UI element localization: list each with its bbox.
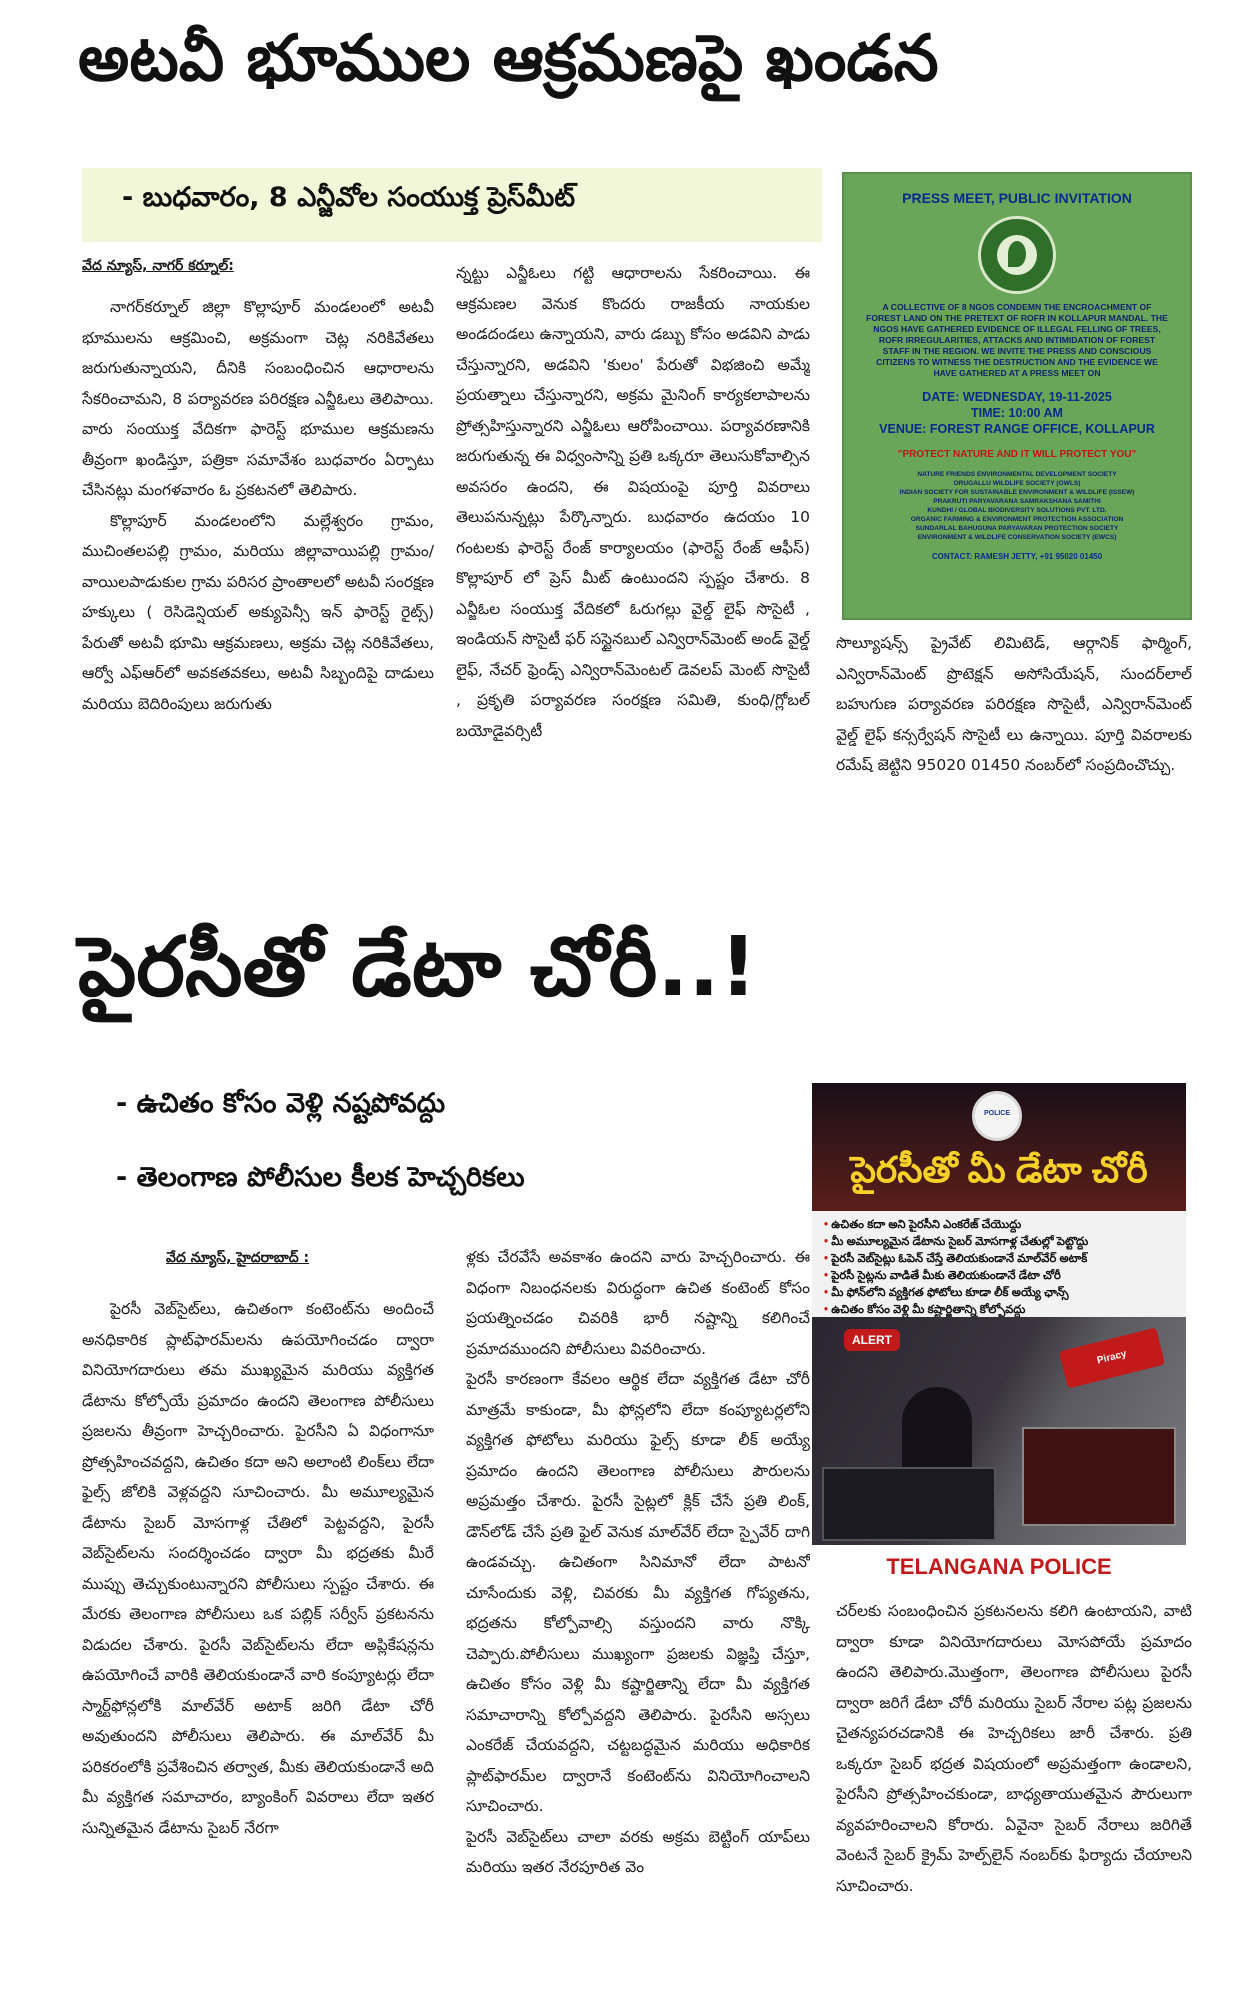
press-meet-poster [842,172,1192,620]
poster1-org: ORGANIC FARMING & ENVIRONMENT PROTECTION ASSOCIATION [910,516,1124,523]
monitor-icon [1022,1427,1176,1526]
poster1-slogan: "PROTECT NATURE AND IT WILL PROTECT YOU" [897,449,1137,460]
story2-subheading-2: - తెలంగాణ పోలీసుల కీలక హెచ్చరికలు [116,1162,525,1193]
story1-col3-para-1: సొల్యూషన్స్ ప్రైవేట్ లిమిటెడ్, ఆర్గానిక్ ఫార్మింగ్, ఎన్విరాన్‌మెంట్ ప్రొటెక్షన్ అసోసియేషన్, సుందర్‌లాల్ బహుగుణ పర్యావరణ పరిరక్షణ సొసైటీ, ఎన్విరాన్‌మెంట్ వైల్డ్ లైఫ్ కన్సర్వేషన్ సొసైటీ లు ఉన్నాయి. పూర్తి వివరాలకు రమేష్ జెట్టిని 95020 01450 నంబర్‌లో సంప్రదించొచ్చు. [836,634,1192,774]
story2-byline: వేద న్యూస్, హైదరాబాద్ : [166,1250,310,1266]
alert-badge: ALERT [844,1329,900,1351]
piracy-key-icon: Piracy [1059,1327,1165,1388]
story2-col3-para-1: చర్‌లకు సంబంధించిన ప్రకటనలను కలిగి ఉంటాయని, వాటి ద్వారా కూడా వినియోగదారులు మోసపోయే ప్రమాదం ఉందని తెలిపారు.మొత్తంగా, తెలంగాణ పోలీసులు పైరసీ ద్వారా జరిగే డేటా చోరీ మరియు సైబర్ నేరాల పట్ల ప్రజలను చైతన్యపరచడానికి ఈ హెచ్చరికలు జారీ చేశారు. ప్రతి ఒక్కరూ సైబర్ భద్రత విషయంలో అప్రమత్తంగా ఉండాలని, పైరసీని ప్రోత్సహించకుండా, బాధ్యతాయుతమైన పౌరులుగా వ్యవహరించాలని కోరారు. ఏవైనా సైబర్ నేరాలు జరిగితే వెంటనే సైబర్ క్రైమ్ హెల్ప్‌లైన్ నంబర్‌కు ఫిర్యాదు చేయాలని సూచించారు. [836,1602,1192,1895]
poster1-org: ORUGALLU WILDLIFE SOCIETY (OWLS) [953,480,1081,487]
story2-col2-para-3: పైరసీ వెబ్‌సైట్‌లు చాలా వరకు అక్రమ బెట్టింగ్ యాప్‌లు మరియు ఇతర నేరపూరిత వెం [466,1827,810,1876]
piracy-illustration [812,1317,1186,1545]
hacker-figure-icon [902,1387,972,1477]
story1-col1-para-2: కొల్లాపూర్ మండలంలోని మల్లేశ్వరం గ్రామం, ముచింతలపల్లి గ్రామం, మరియు జిల్లావాయిపల్లి గ్రామం/వాయిలపాడుకుల గ్రామ పరిసర ప్రాంతాలలో అటవీ సంరక్షణ హక్కులు ( రెసిడెన్షియల్ అక్యుపెన్సీ ఇన్ ఫారెస్ట్ రైట్స్) పేరుతో అటవీ భూమి ఆక్రమణలు, అక్రమ చెట్ల నరికివేతలు, ఆర్వో ఎఫ్ఆర్‌లో అవకతవకలు, అటవీ సిబ్బందిపై దాడులు మరియు బెదిరింపులు జరుగుతు [82,511,434,713]
story2-col1-para-1: పైరసీ వెబ్‌సైట్‌లు, ఉచితంగా కంటెంట్‌ను అందించే అనధికారిక ప్లాట్‌ఫారమ్‌లను ఉపయోగించడం ద్వారా వినియోగదారులు తమ ముఖ్యమైన మరియు వ్యక్తిగత డేటాను కోల్పోయే ప్రమాదం ఉందని తెలంగాణ పోలీసులు ప్రజలను తీవ్రంగా హెచ్చరించారు. పైరసీని ఏ విధంగానూ ప్రోత్సహించవద్దని, ఉచితం కదా అని అలాంటి లింక్‌లు లేదా ఫైల్స్ జోలికి వెళ్లవద్దని సూచించారు. మీ అమూల్యమైన డేటాను సైబర్ మోసగాళ్ల చేతిలో పెట్టవద్దని, పైరసీ వెబ్‌సైట్‌లను సందర్శించడం ద్వారా మీ భద్రతకు మీరే ముప్పు తెచ్చుకుంటున్నారని పోలీసులు స్పష్టం చేశారు. ఈ మేరకు తెలంగాణ పోలీసులు ఒక పబ్లిక్ సర్వీస్ ప్రకటనను విడుదల చేశారు. పైరసీ వెబ్‌సైట్‌లను లేదా అప్లికేషన్లను ఉపయోగించే వారికి తెలియకుండానే వారి కంప్యూటర్లు లేదా స్మార్ట్‌ఫోన్లలోకి మాల్‌వేర్ అటాక్ జరిగి డేటా చోరీ అవుతుందని పోలీసులు తెలిపారు. ఈ మాల్‌వేర్ మీ పరికరంలోకి ప్రవేశించిన తర్వాత, మీకు తెలియకుండానే అది మీ వ్యక్తిగత సమాచారం, బ్యాంకింగ్ వివరాలు లేదా ఇతర సున్నితమైన డేటాను సైబర్ నేరగా [82,1300,434,1837]
poster2-warning-item: • పైరసీ సైట్లను వాడితే మీకు తెలియకుండానే డేటా చోరీ [812,1268,1186,1285]
ngo-seal-logo [978,216,1056,294]
poster1-org: NATURE FRIENDS ENVIRONMENTAL DEVELOPMENT SOCIETY [917,471,1117,478]
poster1-org: PRAKRUTI PARYAVARANA SAMRAKSHANA SAMITHI [933,498,1101,505]
laptop-icon [822,1467,996,1541]
story2-column-3 [836,1596,1192,1988]
story1-subheading: - బుధవారం, 8 ఎన్జీవోల సంయుక్త ప్రెస్‌మీట్ [122,182,576,213]
telangana-police-poster [812,1083,1186,1588]
poster1-contact: CONTACT: RAMESH JETTY, +91 95020 01450 [931,552,1103,561]
story1-col1-para-1: నాగర్‌కర్నూల్ జిల్లా కొల్లాపూర్ మండలంలో అటవీ భూములను ఆక్రమించి, అక్రమంగా చెట్ల నరికివేతలు జరుగుతున్నాయని, దీనికి సంబంధించిన ఆధారాలను సేకరించామని, 8 పర్యావరణ పరిరక్షణ ఎన్జీఓలు తెలిపాయి. వారు సంయుక్త వేదికగా ఫారెస్ట్ భూముల ఆక్రమణను తీవ్రంగా ఖండిస్తూ, పత్రికా సమావేశం బుధవారం ఏర్పాటు చేసినట్లు మంగళవారం ఓ ప్రకటనలో తెలిపారు. [82,298,434,499]
story2-column-2 [466,1242,810,1988]
poster1-org-list [844,470,1190,542]
story2-subheading-1: - ఉచితం కోసం వెళ్లి నష్టపోవద్దు [116,1088,446,1119]
poster1-org: ENVIRONMENT & WILDLIFE CONSERVATION SOCIETY (EWCS) [917,534,1117,541]
story2-column-1 [82,1294,434,1988]
poster2-warning-item: • ఉచితం కోసం వెళ్లి మీ కష్టార్జితాన్ని కోల్పోవద్దు [812,1302,1186,1319]
story1-headline: అటవీ భూముల ఆక్రమణపై ఖండన [78,22,939,96]
poster1-title: PRESS MEET, PUBLIC INVITATION [902,190,1132,206]
story2-headline: పైరసీతో డేటా చోరీ..! [78,920,757,1015]
poster2-warning-item: • మీ ఫోన్‌లోని వ్యక్తిగత ఫోటోలు కూడా లీక్ అయ్యే ఛాన్స్ [812,1285,1186,1302]
story2-col2-para-1: ళ్లకు చేరవేసే అవకాశం ఉందని వారు హెచ్చరించారు. ఈ విధంగా నిబంధనలకు విరుద్ధంగా ఉచిత కంటెంట్ కోసం ప్రయత్నించడం చివరికి భారీ నష్టాన్ని కలిగించే ప్రమాదముందని పోలీసులు వివరించారు. [466,1248,810,1358]
poster1-org: INDIAN SOCIETY FOR SUSTAINABLE ENVIRONMENT & WILDLIFE (ISSEW) [899,489,1135,496]
story1-column-1 [82,292,434,815]
story1-column-2 [456,258,810,827]
poster1-org: KUNDHI / GLOBAL BIODIVERSITY SOLUTIONS PVT. LTD. [927,507,1107,514]
poster2-footer: TELANGANA POLICE [886,1554,1112,1579]
story1-byline: వేద న్యూస్, నాగర్ కర్నూల్: [82,258,234,274]
poster1-venue: VENUE: FOREST RANGE OFFICE, KOLLAPUR [879,422,1155,436]
story1-col2-para-1: న్నట్టు ఎన్జీఓలు గట్టి ఆధారాలను సేకరించాయి. ఈ ఆక్రమణల వెనుక కొందరు రాజకీయ నాయకుల అండదండలు ఉన్నాయని, వారు డబ్బు కోసం అడవిని పాడు చేస్తున్నారని, అడవిని 'కులం' పేరుతో విభజించి అమ్మే ప్రయత్నాలు చేస్తున్నారని, అక్రమ మైనింగ్ కార్యకలాపాలను ప్రోత్సహిస్తున్నారని ఎన్జీఓలు ఆరోపించాయి. పర్యావరణానికి జరుగుతున్న ఈ విధ్వంసాన్ని ప్రతి ఒక్కరూ తెలుసుకోవాల్సిన అవసరం ఉందని, ఈ విషయంపై పూర్తి వివరాలు తెలుపనున్నట్లు పేర్కొన్నారు. బుధవారం ఉదయం 10 గంటలకు ఫారెస్ట్ రేంజ్ కార్యాలయం (ఫారెస్ట్ రేంజ్ ఆఫీస్) కొల్లాపూర్ లో ప్రెస్ మీట్ ఉంటుందని స్పష్టం చేశారు. 8 ఎన్జీఓల సంయుక్త వేదికలో ఓరుగల్లు వైల్డ్ లైఫ్ సొసైటీ , ఇండియన్ సొసైటీ ఫర్ సస్టైనబుల్ ఎన్విరాన్‌మెంట్ అండ్ వైల్డ్ లైఫ్, నేచర్ ఫ్రెండ్స్ ఎన్విరాన్‌మెంటల్ డెవలప్ మెంట్ సొసైటీ , ప్రకృతి పర్యావరణ సంరక్షణ సమితి, కుంధి/గ్లోబల్ బయోడైవర్సిటీ [456,264,810,740]
story1-column-3 [836,628,1192,834]
poster1-time: TIME: 10:00 AM [971,406,1063,420]
poster1-body: A COLLECTIVE OF 8 NGOS CONDEMN THE ENCROACHMENT OF FOREST LAND ON THE PRETEXT OF ROFR IN KOLLAPUR MANDAL. THE NGOS HAVE GATHERED EVIDENCE OF ILLEGAL FELLING OF TREES, ROFR IRREGULARITIES, ATTACKS AND INTIMIDATION OF FOREST STAFF IN THE REGION. WE INVITE THE PRESS AND CONSCIOUS CITIZENS TO WITNESS THE DESTRUCTION AND THE EVIDENCE WE HAVE GATHERED AT A PRESS MEET ON [866,302,1168,378]
poster2-warning-item: • మీ అమూల్యమైన డేటాను సైబర్ మోసగాళ్ల చేతుల్లో పెట్టొద్దు [812,1234,1186,1251]
police-badge-icon: POLICE [972,1091,1022,1141]
poster1-date: DATE: WEDNESDAY, 19-11-2025 [922,390,1112,404]
poster1-org: SUNDARLAL BAHUGUNA PARYAVARAN PROTECTION SOCIETY [915,525,1119,532]
poster2-warning-item: • పైరసీ వెబ్‌సైట్లు ఓపెన్ చేస్తే తెలియకుండానే మాల్‌వేర్ అటాక్ [812,1251,1186,1268]
story2-col2-para-2: పైరసీ కారణంగా కేవలం ఆర్థిక లేదా వ్యక్తిగత డేటా చోరీ మాత్రమే కాకుండా, మీ ఫోన్లలోని లేదా కంప్యూటర్లలోని వ్యక్తిగత ఫోటోలు మరియు ఫైల్స్ కూడా లీక్ అయ్యే ప్రమాదం ఉందని తెలంగాణ పోలీసులు పౌరులను అప్రమత్తం చేశారు. పైరసీ సైట్లలో క్లిక్ చేసే ప్రతి లింక్, డౌన్‌లోడ్ చేసే ప్రతి ఫైల్ వెనుక మాల్‌వేర్ లేదా స్పైవేర్ దాగి ఉండవచ్చు. ఉచితంగా సినిమానో లేదా పాటనో చూసేందుకు వెళ్లి, చివరకు మీ వ్యక్తిగత గోప్యతను, భద్రతను కోల్పోవాల్సి వస్తుందని వారు నొక్కి చెప్పారు.పోలీసులు ముఖ్యంగా ప్రజలకు విజ్ఞప్తి చేస్తూ, ఉచితం కోసం వెళ్లి మీ కష్టార్జితాన్ని లేదా మీ వ్యక్తిగత సమాచారాన్ని కోల్పోవద్దని తెలిపారు. పైరసీని అస్సలు ఎంకరేజ్ చేయవద్దని, చట్టబద్ధమైన మరియు అధికారిక ప్లాట్‌ఫారమ్‌ల ద్వారానే కంటెంట్‌ను వినియోగించాలని సూచించారు. [466,1370,810,1815]
poster2-warning-item: • ఉచితం కదా అని పైరసీని ఎంకరేజ్ చేయొద్దు [812,1217,1186,1234]
poster2-title: పైరసీతో మీ డేటా చోరీ [850,1149,1148,1190]
